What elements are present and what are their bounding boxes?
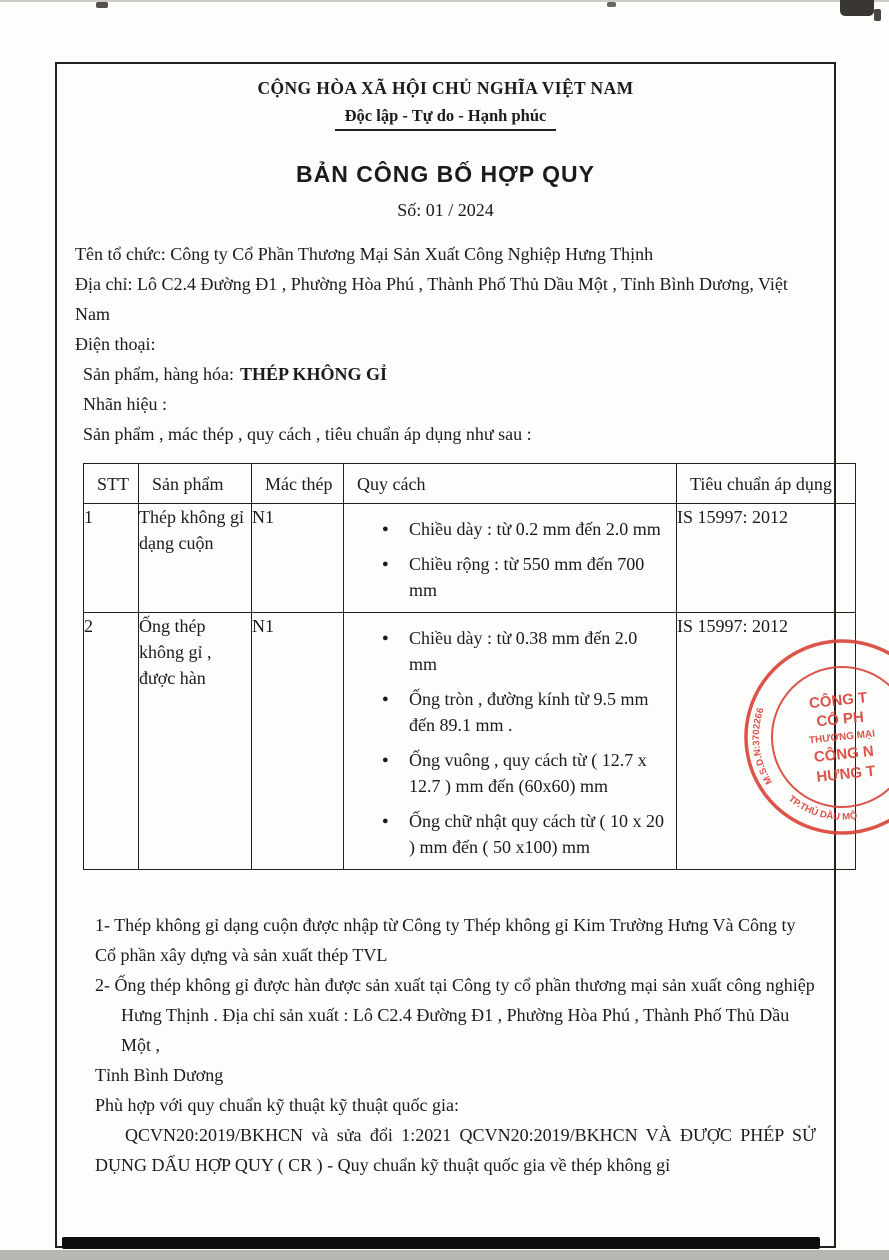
seal-line-2: CỔ PH (815, 708, 865, 731)
spec-bullet-item: ● Chiều dày : từ 0.38 mm đến 2.0 mm (344, 625, 676, 677)
spec-bullet-item: ● Ống tròn , đường kính từ 9.5 mm đến 89.1 mm . (344, 686, 676, 738)
cell-san-pham: Ống thép không gỉ , được hàn (139, 613, 252, 870)
organization-line: Tên tổ chức: Công ty Cổ Phần Thương Mại Sản Xuất Công Nghiệp Hưng Thịnh (75, 244, 654, 264)
national-title: CỘNG HÒA XÃ HỘI CHỦ NGHĨA VIỆT NAM (257, 78, 634, 98)
bullet-icon: ● (382, 815, 389, 827)
bullet-icon: ● (382, 632, 389, 644)
spec-bullet-item: ● Chiều rộng : từ 550 mm đến 700 mm (344, 551, 676, 603)
document-title: BẢN CÔNG BỐ HỢP QUY (296, 161, 595, 187)
spec-bullet-item: ● Ống chữ nhật quy cách từ ( 10 x 20 ) mm đến ( 50 x100) mm (344, 808, 676, 860)
header-tieu-chuan: Tiêu chuẩn áp dụng (677, 464, 856, 504)
table-intro-line: Sản phẩm , mác thép , quy cách , tiêu chuẩn áp dụng như sau : (83, 424, 532, 444)
header-mac-thep: Mác thép (252, 464, 344, 504)
scan-smudge-artifact (96, 2, 108, 8)
seal-line-4: CÔNG N (813, 742, 875, 766)
phone-line: Điện thoại: (75, 334, 156, 354)
bullet-icon: ● (382, 693, 389, 705)
cell-mac-thep: N1 (252, 613, 344, 870)
spec-bullet-item: ● Chiều dày : từ 0.2 mm đến 2.0 mm (344, 516, 676, 542)
document-number: Số: 01 / 2024 (397, 200, 494, 220)
seal-msdn-arc-text: M.S.D.N:3702266 (750, 706, 776, 787)
note-2: 2- Ống thép không gỉ được hàn được sản xuất tại Công ty cổ phần thương mại sản xuất công nghiệp Hưng Thịnh . Địa chỉ sản xuất : Lô C2.4 Đường Đ1 , Phường Hòa Phú , Thành Phố Thủ Dầu Một , (95, 975, 815, 1055)
header-san-pham: Sản phẩm (139, 464, 252, 504)
seal-city-arc-text: TP.THỦ DẦU MỘ (786, 793, 858, 823)
scan-smudge-artifact (607, 2, 616, 7)
product-label: Sản phẩm, hàng hóa: (83, 364, 234, 384)
address-line: Địa chỉ: Lô C2.4 Đường Đ1 , Phường Hòa Phú , Thành Phố Thủ Dầu Một , Tỉnh Bình Dương, Việt Nam (75, 274, 788, 324)
province-line: Tỉnh Bình Dương (95, 1065, 224, 1085)
scan-bottom-edge-artifact (0, 1250, 889, 1260)
bullet-icon: ● (382, 754, 389, 766)
cell-quy-cach (344, 613, 677, 870)
table-header-row (84, 464, 856, 504)
note-1: 1- Thép không gỉ dạng cuộn được nhập từ Công ty Thép không gỉ Kim Trường Hưng Và Công ty Cổ phần xây dựng và sản xuất thép TVL (95, 915, 796, 965)
seal-line-3: THƯƠNG MẠI (808, 728, 876, 747)
cell-tieu-chuan: IS 15997: 2012 (677, 504, 856, 613)
cell-quy-cach (344, 504, 677, 613)
spec-bullet-item: ● Ống vuông , quy cách từ ( 12.7 x 12.7 ) mm đến (60x60) mm (344, 747, 676, 799)
bullet-icon: ● (382, 558, 389, 570)
national-motto: Độc lập - Tự do - Hạnh phúc (57, 106, 834, 131)
company-seal-stamp (732, 627, 889, 847)
cell-mac-thep: N1 (252, 504, 344, 613)
notes-section (95, 910, 816, 1180)
cell-stt: 1 (84, 504, 139, 613)
conformity-line: Phù hợp với quy chuẩn kỹ thuật kỹ thuật quốc gia: (95, 1095, 459, 1115)
product-name: THÉP KHÔNG GỈ (239, 364, 388, 384)
header-stt: STT (84, 464, 139, 504)
table-row (84, 504, 856, 613)
scan-edge-artifact (0, 0, 889, 2)
standard-line: QCVN20:2019/BKHCN và sửa đổi 1:2021 QCVN20:2019/BKHCN VÀ ĐƯỢC PHÉP SỬ DỤNG DẤU HỢP QUY ( CR ) - Quy chuẩn kỹ thuật quốc gia về thép không gỉ (95, 1125, 816, 1175)
cell-san-pham: Thép không gỉ dạng cuộn (139, 504, 252, 613)
scan-smudge-artifact (874, 9, 881, 21)
bullet-icon: ● (382, 523, 389, 535)
document-info (75, 239, 816, 449)
scan-smudge-artifact (840, 0, 874, 16)
document-border-frame (55, 62, 836, 1248)
cell-stt: 2 (84, 613, 139, 870)
scan-bottom-bar-artifact (62, 1237, 820, 1249)
cell-tieu-chuan: IS 15997: 2012 (677, 613, 856, 870)
header-quy-cach: Quy cách (344, 464, 677, 504)
seal-line-5: HƯNG T (815, 762, 877, 786)
brand-line: Nhãn hiệu : (83, 394, 167, 414)
product-line (75, 359, 816, 389)
seal-line-1: CÔNG T (808, 689, 869, 713)
